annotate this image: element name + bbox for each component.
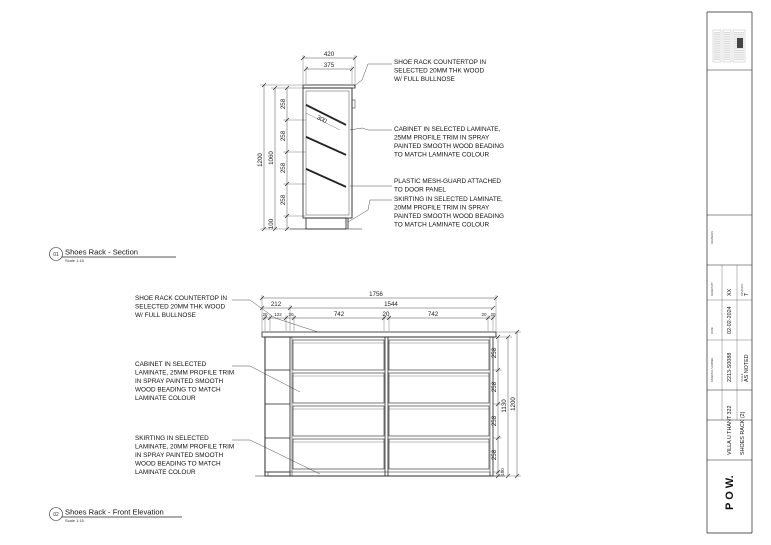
- tb-label-date: DATE: [711, 327, 714, 334]
- elev-dim-right-3: 258: [491, 449, 498, 461]
- elev-note-skirting: SKIRTING IN SELECTED LAMINATE, 20MM PROFILE TRIM IN SPRAY PAINTED SMOOTH WOOD BEADING TO MATCH LAMINATE COLOUR: [135, 435, 235, 476]
- tb-label-drawn-by: DRAWN BY: [711, 282, 714, 296]
- elev-dim-20a: 20: [262, 312, 268, 317]
- elev-dim-right-1: 258: [491, 381, 498, 393]
- section-note-countertop: SHOE RACK COUNTERTOP IN SELECTED 20MM THK WOOD W/ FULL BULLNOSE: [394, 59, 486, 83]
- elev-dim-20e: 20: [490, 312, 496, 317]
- section-title: Shoes Rack - Section: [65, 247, 139, 257]
- section-dim-left-3: 258: [280, 130, 287, 142]
- section-note-skirting: SKIRTING IN SELECTED LAMINATE, 20MM PROFILE TRIM IN SPRAY PAINTED SMOOTH WOOD BEADING TO MATCH LAMINATE COLOUR: [394, 196, 504, 229]
- elev-dim-right-0: 258: [491, 347, 498, 359]
- elev-dim-20c: 20: [382, 311, 390, 318]
- elev-dim-right-2: 258: [491, 415, 498, 427]
- elevation-title: Shoes Rack - Front Elevation: [65, 507, 164, 517]
- section-dim-left-6: 100: [268, 218, 275, 230]
- tb-label-revision: REVISION: [741, 283, 744, 296]
- tb-scale: AS NOTED: [744, 354, 750, 382]
- elev-dim-1544: 1544: [384, 301, 398, 308]
- section-scale: Scale 1:15: [65, 258, 84, 263]
- elev-dim-right-6: 1200: [510, 397, 517, 411]
- tb-date: 02-02-2024: [727, 306, 733, 334]
- section-dim-left-5: 258: [280, 194, 287, 206]
- section-dim-left-2: 258: [280, 98, 287, 110]
- elev-dim-742b: 742: [427, 311, 439, 318]
- elev-dim-right-4: 100: [500, 468, 505, 476]
- section-dim-left-0: 1200: [257, 153, 264, 167]
- section-dim-left-4: 258: [280, 162, 287, 174]
- pow-logo: P O W.: [724, 475, 736, 510]
- elev-dim-overall: 1756: [369, 291, 383, 298]
- tb-drawing-title: SHOES RACK (2): [740, 411, 746, 455]
- tb-drawing-number: 2213-S0088: [727, 352, 733, 382]
- elev-note-cabinet: CABINET IN SELECTED LAMINATE, 25MM PROFILE TRIM IN SPRAY PAINTED SMOOTH WOOD BEADING TO MATCH LAMINATE COLOUR: [135, 361, 235, 402]
- section-dim-top-1: 375: [323, 62, 335, 69]
- elev-note-countertop: SHOE RACK COUNTERTOP IN SELECTED 20MM THK WOOD W/ FULL BULLNOSE: [135, 295, 227, 319]
- section-dim-top-0: 420: [323, 51, 335, 58]
- tb-drawn-by: XX: [727, 288, 733, 296]
- tb-label-scale: SCALE: [741, 373, 744, 382]
- elev-dim-122: 122: [274, 312, 282, 317]
- tb-label-remarks: REMARKS: [711, 231, 714, 244]
- tb-revision: T: [744, 292, 750, 296]
- elev-dim-20b: 20: [288, 312, 294, 317]
- section-dim-left-1: 1060: [268, 151, 275, 165]
- tb-project: VILLA U THANT 322: [727, 405, 733, 455]
- elevation-number: 02: [53, 512, 59, 518]
- section-note-cabinet: CABINET IN SELECTED LAMINATE, 25MM PROFILE TRIM IN SPRAY PAINTED SMOOTH WOOD BEADING TO MATCH LAMINATE COLOUR: [394, 126, 504, 159]
- elev-dim-20d: 20: [481, 312, 487, 317]
- elevation-scale: Scale 1:15: [65, 518, 84, 523]
- elev-dim-right-5: 1130: [501, 399, 508, 413]
- section-note-mesh-guard: PLASTIC MESH-GUARD ATTACHED TO DOOR PANEL: [394, 178, 501, 194]
- section-dim-diagonal: 300: [315, 114, 328, 126]
- section-number: 01: [53, 252, 59, 258]
- tb-label-drawing-number: DRAWING NUMBER: [711, 357, 714, 382]
- elev-dim-212: 212: [270, 301, 282, 308]
- elev-dim-742a: 742: [333, 311, 345, 318]
